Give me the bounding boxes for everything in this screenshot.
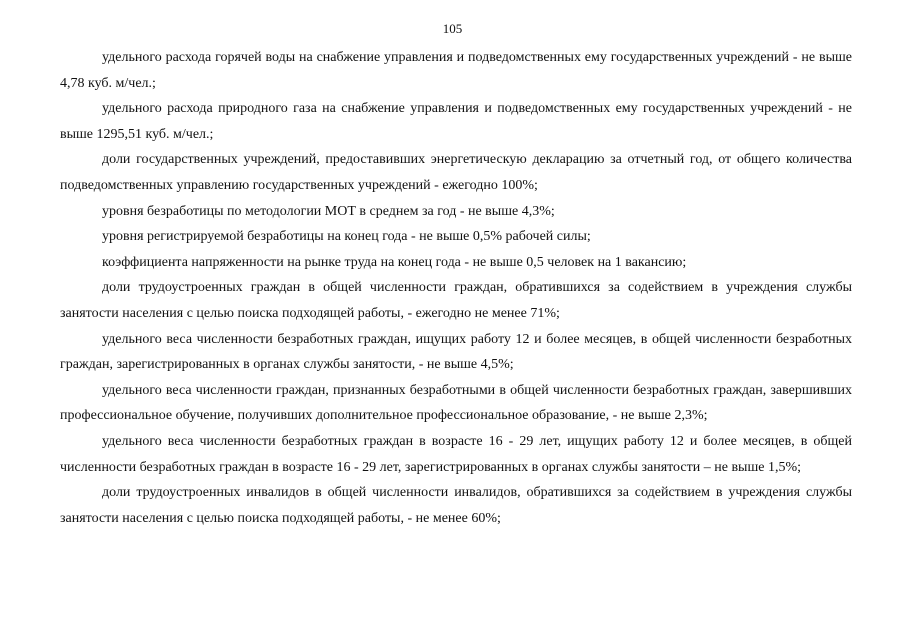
paragraph-labor-tension: коэффициента напряженности на рынке труда на конец года - не выше 0,5 человек на 1 вакансию;: [102, 254, 687, 270]
paragraph-registered-unemployment: уровня регистрируемой безработицы на конец года - не выше 0,5% рабочей силы;: [102, 229, 591, 245]
paragraph-natural-gas: удельного расхода природного газа на снабжение управления и подведомственных ему государственных учреждений - не выше 1295,51 куб. м/чел.;: [60, 101, 852, 142]
page-number: 105: [442, 21, 463, 36]
paragraph-youth-unemployed: удельного веса численности безработных граждан в возрасте 16 - 29 лет, ищущих работу 12 и более месяцев, в общей численности безработных граждан в возрасте 16 - 29 лет, зарегистрированных в органах службы занятости – не выше 1,5%;: [60, 433, 852, 475]
paragraph-long-term-unemployed: удельного веса численности безработных граждан, ищущих работу 12 и более месяцев, в общей численности безработных граждан, зарегистрированных в органах службы занятости, - не выше 4,5%;: [60, 331, 852, 373]
paragraph-training-graduates: удельного веса численности граждан, признанных безработными в общей численности безработных граждан, завершивших профессиональное обучение, получивших дополнительное профессиональное образование, - не выше 2,3%;: [60, 382, 852, 424]
paragraph-energy-declaration: доли государственных учреждений, предоставивших энергетическую декларацию за отчетный год, от общего количества подведомственных управлению государственных учреждений - ежегодно 100%;: [60, 152, 852, 193]
paragraph-employed-disabled: доли трудоустроенных инвалидов в общей численности инвалидов, обратившихся за содействием в учреждения службы занятости населения с целью поиска подходящей работы, - не менее 60%;: [60, 485, 852, 526]
paragraph-employed-citizens: доли трудоустроенных граждан в общей численности граждан, обратившихся за содействием в учреждения службы занятости населения с целью поиска подходящей работы, - ежегодно не менее 71%;: [60, 280, 852, 321]
paragraph-unemployment-ilo: уровня безработицы по методологии МОТ в среднем за год - не выше 4,3%;: [102, 203, 555, 219]
paragraph-hot-water: удельного расхода горячей воды на снабжение управления и подведомственных ему государственных учреждений - не выше 4,78 куб. м/чел.;: [60, 50, 852, 91]
document-body: [60, 45, 852, 531]
